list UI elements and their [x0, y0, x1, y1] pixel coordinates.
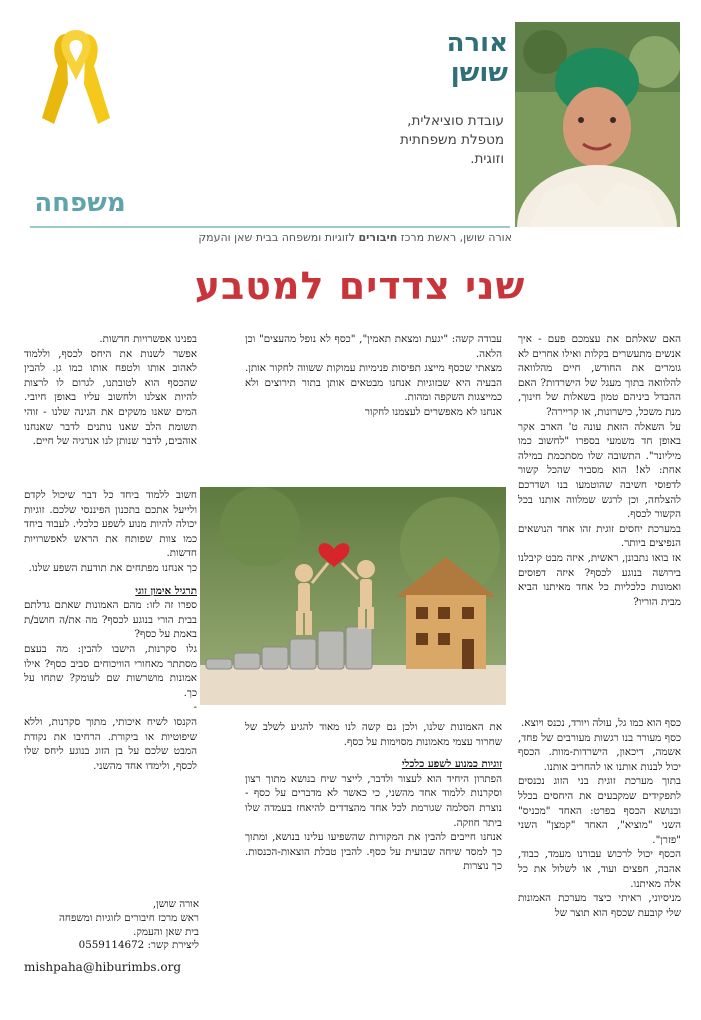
byline [22, 231, 512, 244]
author-role [380, 112, 504, 169]
paragraph: בתוך מערכת זוגית בני הזוג נכנסים לתפקידים שמקבעים את היחסים בכלל ובנושא הכסף בפרט: האחד "מכניס" השני "מוציא", האחד "קמצן" השני "פזרן". [518, 775, 681, 846]
paragraph: כסף הוא כמו גל, עולה ויורד, נכנס ויוצא. [521, 717, 681, 729]
money-house-illustration [200, 487, 506, 705]
article-headline: שני צדדים למטבע [194, 264, 526, 308]
paragraph: על השאלה הזאת עונה ט' הארב אקר באופן חד משמעי בספרו "לחשוב כמו מיליונר". התשובה שלו מסתכמת במילה אחת: לא! הוא מסביר שהכל קשור לדפוסי חשיבה שהוטמעו בנו ושדרכם להצלחה, וכן לרגש שמלווה אותנו בכל הקשור לכסף. [518, 420, 681, 521]
byline-bold: חיבורים [358, 231, 398, 244]
column-left-bottom [24, 488, 197, 773]
subheading: זוגיות כמנוע לשפע כלכלי [401, 758, 502, 771]
paragraph: הקנסו לשיח איכותי, מתוך סקרנות, וללא שיפוטיות או ביקורת. הרחיבו את נקודת המבט שלכם על בן הזוג בנוגע ליחס שלו לכסף, ולימדו אחד מהשני. [24, 715, 197, 772]
paragraph: חשוב ללמוד ביחד כל דבר שיכול לקדם ולייעל אתכם בתכנון הפיננסי שלכם. זוגיות יכולה להיות מנוע לשפע כלכלי. לעבוד ביחד כמו צוות שפותח את הראש לאפשרויות חדשות. [24, 489, 197, 560]
byline-prefix: אורה שושן, ראשת מרכז [397, 231, 512, 244]
section-title: משפחה [34, 188, 126, 218]
column-middle-bottom [245, 720, 502, 874]
author-photo [515, 22, 680, 227]
paragraph: עבודה קשה: "יגעת ומצאת תאמין", "כסף לא נופל מהעצים" וכן הלאה. [245, 333, 502, 360]
signature-line: ליצירת קשר: 0559114672 [78, 939, 199, 952]
column-middle-top [245, 332, 502, 420]
paragraph: את האמונות שלנו, ולכן גם קשה לנו מאוד להגיע לשלב של שחרור עצמי מאמונות מסוימות על כסף. [245, 721, 502, 748]
paragraph: אנחנו חייבים להבין את המקורות שהשפיעו עלינו בנושא, ומתוך כך למסד שיחה שבועית על כסף. להבין טבלת הוצאות-הכנסות. כך נוצרות [245, 831, 502, 873]
author-role-line: מטפלת משפחתית [400, 132, 504, 148]
paragraph: אנחנו לא מאפשרים לעצמנו לחקור [364, 405, 502, 418]
signature-line: ראש מרכז חיבורים לזוגיות ומשפחה [58, 911, 199, 924]
author-role-line: וזוגית. [470, 151, 504, 167]
byline-suffix: לזוגיות ומשפחה בבית שאן והעמק [198, 231, 359, 244]
paragraph: אז בואו נתבונן, ראשית, איזה מבט קיבלנו בירושה בנוגע לכסף? איזה דפוסים ואמונות כלכליות כל אחד מאיתנו הביא מבית הוריו? [518, 551, 681, 608]
paragraph: אפשר לשנות את היחס לכסף, וללמוד לאהוב אותו ולטפח אותו כמו גן. להבין שהכסף הוא לטובתנו, לגרום לו לרצות להיות אצלנו ולחשוב עליו באופן חיובי. המים שאנו משקים את הגינה שלנו - זוהי תשומת הלב שאנו נותנים לדבר שאנחנו אוהבים, לדבר שנותן לנו אנרגיה של חיים. [24, 347, 197, 448]
paragraph: - [193, 701, 197, 714]
header-divider [30, 226, 510, 228]
yellow-ribbon-icon [36, 26, 116, 136]
contact-email[interactable]: mishpaha@hiburimbs.org [24, 960, 182, 974]
signature-block [24, 898, 199, 953]
column-right-top [518, 332, 681, 609]
paragraph: הכסף יכול לרכוש עבורנו מעמד, כבוד, אהבה, חפצים ועוד, או לשלול את כל אלה מאיתנו. [518, 848, 681, 890]
signature-line: בית שאן והעמק. [133, 925, 199, 938]
author-name: אורה שושן [446, 28, 508, 88]
column-right-bottom [518, 716, 681, 920]
paragraph: גלו סקרנות, הישבו להבין: מה בעצם מסתתר מאחורי הוויכוחים סביב כסף? אילו אמונות מושרשות שם לעומק? שתחו על כך. [24, 642, 197, 699]
paragraph: הפתרון היחיד הוא לעצור ולדבר, לייצר שיח בנושא מתוך רצון וסקרנות ללמוד אחד מהשני, כי כאשר לא מדברים על כסף - נוצרת הסלמה שגורמת לכל אחד מהצדדים להיאחז בעמדה שלו ביתר חוזקה. [245, 772, 502, 829]
paragraph-spacer [24, 576, 197, 584]
paragraph: כך אנחנו מפתחים את תודעת השפע שלנו. [28, 561, 197, 574]
paragraph: בפנינו אפשרויות חדשות. [99, 333, 197, 345]
paragraph-spacer [245, 749, 502, 757]
paragraph: מניסיוני, ראיתי כיצד מערכת האמונות שלי קובעת שכסף הוא תוצר של [518, 892, 681, 919]
paragraph: ספרו זה לזו: מהם האמונות שאתם גדלתם בבית הורי בנוגע לכסף? מה את/ה חושב/ת באמת על כסף? [24, 599, 197, 641]
author-role-line: עובדת סוציאלית, [407, 113, 504, 129]
signature-line: אורה שושן, [152, 898, 199, 910]
paragraph: האם שאלתם את עצמכם פעם - איך אנשים מתעשרים בקלות ואילו אחרים לא גומרים את החודש, חיים מהלוואה להלוואה בתוך מעגל של הישרדות? האם ההבדל ביניהם טמון בשאלות של חינוך, מנת משכל, כישרונות, או קריירה? [518, 333, 681, 418]
subheading: תרגיל אימון זוגי [135, 584, 197, 597]
paragraph: כסף מעורר בנו רגשות מעורבים של פחד, אשמה, דיכאון, הישרדות-מוות. הכסף יכול לבנות אותנו או להחריב אותנו. [518, 731, 681, 773]
column-left-top [24, 332, 197, 449]
paragraph: מצאתי שכסף מייצג תפיסות פנימיות עמוקות ששווה לחקור אותן. הבעיה היא שבזוגיות אנחנו מבטאים אותן בתור תירוצים ולא כמייצגות השקפה ומהות. [245, 362, 502, 404]
paragraph: במערכת יחסים זוגית זהו אחד הנושאים הנפיצים ביותר. [518, 522, 681, 550]
